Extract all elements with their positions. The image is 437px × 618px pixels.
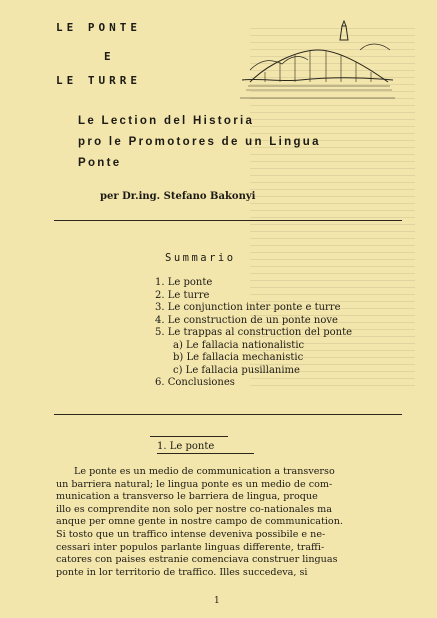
logo-line-3: LE TURRE	[56, 74, 141, 87]
summary-item: 6. Conclusiones	[155, 377, 235, 388]
divider-bottom	[54, 414, 402, 415]
section-heading: 1. Le ponte	[157, 441, 254, 454]
section-body	[56, 466, 396, 579]
summary-item: 2. Le turre	[155, 289, 210, 301]
body-line: illo es comprendite non solo per nostre co-nationales ma	[56, 503, 333, 515]
summary-item: 3. Le conjunction inter ponte e turre	[155, 302, 341, 313]
logo-line-1: LE PONTE	[56, 21, 141, 34]
summary-subitem: c) Le fallacia pusillanime	[173, 364, 300, 376]
section-heading-overline	[150, 436, 228, 437]
title-line-1: Le Lection del Historia	[78, 115, 255, 127]
summary-list	[155, 277, 352, 390]
summary-subitem: b) Le fallacia mechanistic	[173, 352, 304, 363]
body-line: anque per omne gente in nostre campo de communication.	[56, 516, 343, 528]
body-line: munication a transverso le barriera de lingua, proque	[56, 491, 318, 503]
body-line: un barriera natural; le lingua ponte es un medio de com-	[56, 478, 333, 490]
summary-item: 1. Le ponte	[155, 277, 213, 288]
logo-line-2: E	[104, 50, 115, 63]
summary-item: 4. Le construction de un ponte nove	[155, 314, 338, 326]
summary-heading: Summario	[165, 252, 236, 264]
body-line: catores con paises estranie comenciava construer linguas	[56, 554, 338, 566]
title-line-3: Ponte	[78, 157, 122, 169]
page-number: 1	[214, 596, 220, 606]
title-line-2: pro le Promotores de un Lingua	[78, 136, 321, 148]
bridge-tower-illustration	[240, 20, 395, 102]
body-line: Le ponte es un medio de communication a transverso	[74, 466, 335, 477]
summary-item: 5. Le trappas al construction del ponte	[155, 327, 353, 338]
body-line: Si tosto que un traffico intense deveniva possibile e ne-	[56, 528, 326, 540]
body-line: ponte in lor territorio de traffico. Illes succedeva, si	[56, 566, 308, 578]
divider-top	[54, 220, 402, 221]
author-byline: per Dr.ing. Stefano Bakonyi	[100, 191, 256, 202]
summary-subitem: a) Le fallacia nationalistic	[173, 339, 305, 351]
body-line: cessari inter populos parlante linguas differente, traffi-	[56, 541, 325, 553]
